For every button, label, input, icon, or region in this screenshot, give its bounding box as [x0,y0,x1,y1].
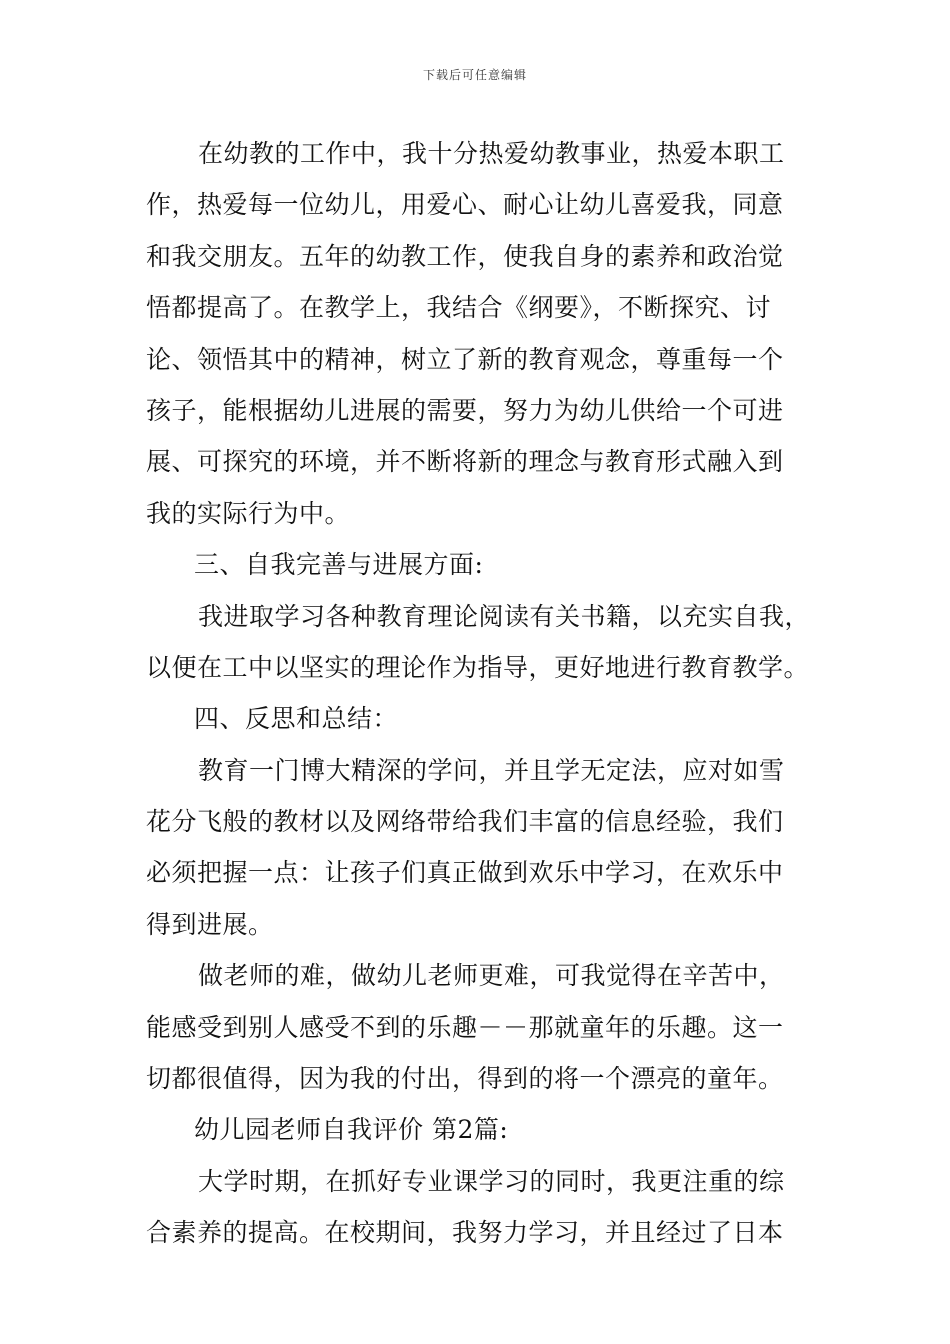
paragraph-line: 花分飞般的教材以及网络带给我们丰富的信息经验，我们 [146,807,784,837]
paragraph-line: 在幼教的工作中，我十分热爱幼教事业，热爱本职工 [198,139,785,168]
paragraph-line: 我的实际行为中。 [146,498,351,528]
paragraph-line: 悟都提高了。在教学上，我结合《纲要》，不断探究、讨 [146,293,772,323]
paragraph-line: 得到进展。 [146,909,274,939]
document-body [146,128,811,1259]
paragraph-line: 作，热爱每一位幼儿，用爱心、耐心让幼儿喜爱我，同意 [146,190,784,220]
paragraph-line: 我进取学习各种教育理论阅读有关书籍，以充实自我， [198,601,811,631]
section-heading: 幼儿园老师自我评价 第2篇: [194,1115,509,1145]
paragraph-line: 合素养的提高。在校期间，我努力学习，并且经过了日本 [146,1218,784,1248]
paragraph-line: 以便在工中以坚实的理论作为指导，更好地进行教育教学。 [146,652,810,682]
paragraph-line: 切都很值得，因为我的付出，得到的将一个漂亮的童年。 [146,1064,784,1094]
section-heading: 三、自我完善与进展方面: [194,550,484,580]
paragraph-line: 展、可探究的环境，并不断将新的理念与教育形式融入到 [146,447,784,477]
paragraph-line: 论、领悟其中的精神，树立了新的教育观念，尊重每一个 [146,344,784,374]
section-heading: 四、反思和总结： [194,704,399,734]
paragraph-line: 必须把握一点：让孩子们真正做到欢乐中学习，在欢乐中 [146,858,784,888]
paragraph-line: 能感受到别人感受不到的乐趣－－那就童年的乐趣。这一 [146,1012,784,1042]
paragraph-line: 大学时期，在抓好专业课学习的同时，我更注重的综 [198,1166,785,1196]
paragraph-line: 孩子，能根据幼儿进展的需要，努力为幼儿供给一个可进 [146,395,784,425]
paragraph-line: 做老师的难，做幼儿老师更难，可我觉得在辛苦中， [198,961,785,991]
paragraph-line: 教育一门博大精深的学问，并且学无定法，应对如雪 [198,755,785,785]
page-header-note: 下载后可任意编辑 [422,68,527,82]
paragraph-line: 和我交朋友。五年的幼教工作，使我自身的素养和政治觉 [146,241,784,271]
